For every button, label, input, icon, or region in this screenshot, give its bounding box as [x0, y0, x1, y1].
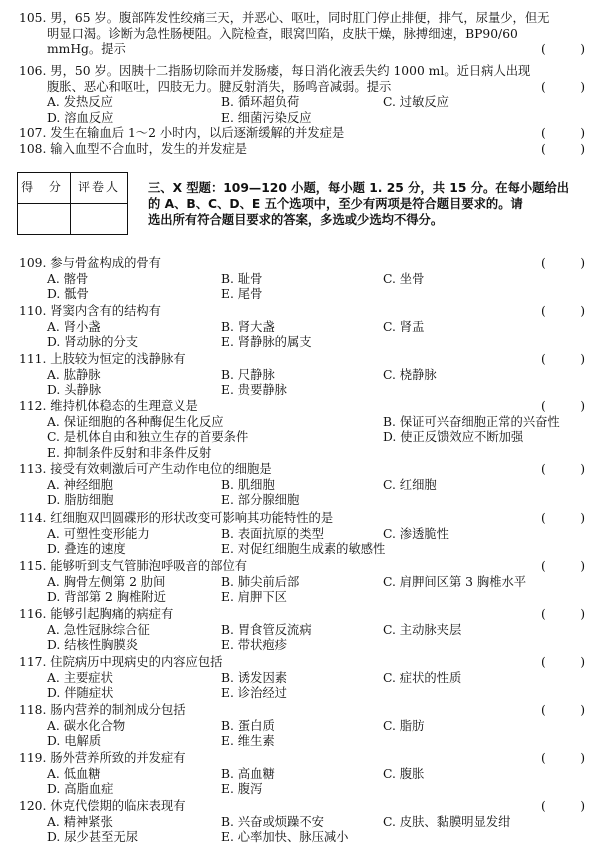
answer-option: C. 是机体自由和独立生存的首要条件 [47, 430, 249, 444]
option-row [19, 111, 585, 127]
answer-option: A. 保证细胞的各种酶促生化反应 [47, 414, 224, 429]
option-row [19, 335, 585, 351]
score-label: 得 分 [18, 173, 71, 204]
question-stem-line: 107. 发生在输血后 1～2 小时内，以后逐渐缓解的并发症是 [19, 126, 345, 140]
option-row [19, 446, 585, 462]
option-row [19, 815, 585, 831]
option-row [19, 767, 585, 783]
answer-option: E. 诊治经过 [221, 686, 287, 700]
answer-option: D. 头静脉 [47, 383, 102, 397]
question-stem: 111. 上肢较为恒定的浅静脉有 [19, 352, 186, 366]
option-row [19, 623, 585, 639]
question-112 [19, 399, 585, 461]
option-row [19, 493, 585, 509]
answer-paren: ( ) [541, 399, 585, 413]
answer-paren: ( ) [541, 511, 585, 525]
answer-option: A. 髂骨 [47, 271, 89, 286]
answer-option: B. 胃食管反流病 [221, 622, 312, 637]
question-116 [19, 607, 585, 654]
section-header-line: 的 A、B、C、D、E 五个选项中，至少有两项是符合题目要求的。请 [148, 197, 523, 211]
option-d: D. 溶血反应 [47, 110, 114, 125]
question-stem-line: 明显口渴。诊断为急性肠梗阻。入院检查，眼窝凹陷，皮肤干燥，脉搏细速，BP90/60 [47, 26, 518, 41]
question-stem: 119. 肠外营养所致的并发症有 [19, 751, 186, 765]
answer-option: E. 抑制条件反射和非条件反射 [47, 445, 212, 460]
question-stem-line: mmHg。提示 [47, 42, 126, 56]
answer-option: C. 肩胛间区第 3 胸椎水平 [383, 574, 527, 589]
option-row [19, 686, 585, 702]
question-stem: 113. 接受有效刺激后可产生动作电位的细胞是 [19, 462, 272, 476]
answer-option: D. 肾动脉的分支 [47, 335, 139, 349]
answer-paren: ( ) [541, 79, 585, 94]
answer-option: B. 兴奋或烦躁不安 [221, 814, 324, 829]
score-cell [18, 204, 71, 235]
answer-option: D. 电解质 [47, 734, 102, 748]
question-stem-line: 108. 输入血型不合血时，发生的并发症是 [19, 142, 248, 156]
answer-option: D. 尿少甚至无尿 [47, 830, 139, 844]
answer-paren: ( ) [541, 655, 585, 669]
question-108 [19, 142, 585, 158]
answer-option: E. 贵要静脉 [221, 383, 287, 397]
question-117 [19, 655, 585, 702]
answer-paren: ( ) [541, 304, 585, 318]
answer-option: B. 高血糖 [221, 766, 275, 781]
option-row [19, 782, 585, 798]
answer-option: E. 维生素 [221, 734, 275, 748]
answer-option: C. 腹胀 [383, 766, 425, 781]
option-row [19, 383, 585, 399]
question-109 [19, 256, 585, 303]
option-row [19, 272, 585, 288]
answer-option: C. 肾盂 [383, 319, 425, 334]
question-stem: 110. 肾窦内含有的结构有 [19, 304, 161, 318]
section-header [148, 180, 588, 228]
option-row [19, 415, 585, 431]
answer-option: D. 骶骨 [47, 287, 89, 301]
answer-option: A. 精神紧张 [47, 814, 113, 829]
answer-option: C. 脂肪 [383, 718, 425, 733]
option-e: E. 细菌污染反应 [221, 110, 312, 125]
answer-option: D. 背部第 2 胸椎附近 [47, 590, 166, 604]
answer-option: D. 使正反馈效应不断加强 [383, 430, 524, 444]
option-row [19, 638, 585, 654]
answer-option: A. 碳水化合物 [47, 718, 126, 733]
answer-paren: ( ) [541, 352, 585, 366]
question-118 [19, 703, 585, 750]
option-row [19, 478, 585, 494]
answer-option: B. 耻骨 [221, 271, 263, 286]
question-111 [19, 352, 585, 399]
question-stem-line: 腹胀、恶心和呕吐，四肢无力。腱反射消失，肠鸣音减弱。提示 [47, 79, 392, 94]
answer-paren: ( ) [541, 256, 585, 270]
answer-option: D. 高脂血症 [47, 782, 114, 796]
answer-option: A. 低血糖 [47, 766, 101, 781]
answer-option: A. 肾小盏 [47, 319, 101, 334]
question-107 [19, 126, 585, 142]
question-106 [19, 64, 585, 126]
answer-option: E. 心率加快、脉压减小 [221, 830, 349, 844]
answer-option: D. 叠连的速度 [47, 542, 126, 556]
section-header-line: 选出所有符合题目要求的答案，多选或少选均不得分。 [148, 213, 444, 227]
answer-option: E. 腹泻 [221, 782, 263, 796]
option-row [19, 830, 585, 846]
option-c: C. 过敏反应 [383, 95, 449, 109]
answer-option: B. 肾大盏 [221, 319, 275, 334]
answer-paren: ( ) [541, 703, 585, 717]
option-row [19, 430, 585, 446]
section-header-line: 三、X 型题：109—120 小题，每小题 1. 25 分，共 15 分。在每小题给出 [148, 181, 570, 195]
option-row [19, 719, 585, 735]
answer-paren: ( ) [541, 559, 585, 573]
grader-label: 评卷人 [71, 173, 128, 204]
answer-option: A. 急性冠脉综合征 [47, 622, 150, 637]
answer-option: B. 表面抗原的类型 [221, 526, 324, 541]
answer-paren: ( ) [541, 799, 585, 813]
answer-option: C. 桡静脉 [383, 367, 437, 382]
option-row [19, 734, 585, 750]
question-stem-line: 105. 男，65 岁。腹部阵发性绞痛三天，并恶心、呕吐，同时肛门停止排便，排气，尿量少，但无 [19, 11, 550, 25]
question-stem: 116. 能够引起胸痛的病症有 [19, 607, 174, 621]
answer-option: B. 保证可兴奋细胞正常的兴奋性 [383, 414, 560, 429]
answer-option: E. 对促红细胞生成素的敏感性 [221, 542, 386, 556]
answer-option: C. 主动脉夹层 [383, 622, 462, 637]
question-stem-line: 106. 男，50 岁。因胰十二指肠切除而并发肠瘘，每日消化液丢失约 1000 ml。近日病人出现 [19, 64, 531, 78]
score-box [17, 172, 128, 235]
answer-option: B. 诱发因素 [221, 670, 288, 685]
answer-option: C. 红细胞 [383, 477, 437, 492]
question-105 [19, 11, 585, 58]
option-row [19, 287, 585, 303]
grader-cell [71, 204, 128, 235]
answer-option: D. 伴随症状 [47, 686, 114, 700]
answer-option: D. 脂肪细胞 [47, 493, 114, 507]
answer-paren: ( ) [541, 42, 585, 56]
question-stem: 114. 红细胞双凹圆碟形的形状改变可影响其功能特性的是 [19, 511, 334, 525]
option-row [19, 368, 585, 384]
answer-option: A. 肱静脉 [47, 367, 101, 382]
answer-paren: ( ) [541, 142, 585, 156]
option-row [19, 95, 585, 111]
option-row [19, 575, 585, 591]
answer-option: A. 胸骨左侧第 2 肋间 [47, 574, 166, 589]
answer-paren: ( ) [541, 607, 585, 621]
question-stem: 115. 能够听到支气管肺泡呼吸音的部位有 [19, 559, 248, 573]
answer-paren: ( ) [541, 126, 585, 140]
option-row [19, 671, 585, 687]
question-110 [19, 304, 585, 351]
question-119 [19, 751, 585, 798]
option-b: B. 循环超负荷 [221, 95, 300, 109]
answer-option: B. 肌细胞 [221, 477, 275, 492]
answer-option: E. 带状疱疹 [221, 638, 287, 652]
question-114 [19, 511, 585, 558]
question-stem: 112. 维持机体稳态的生理意义是 [19, 399, 198, 413]
question-stem: 117. 住院病历中现病史的内容应包括 [19, 655, 223, 669]
option-row [19, 320, 585, 336]
option-row [19, 542, 585, 558]
answer-option: B. 尺静脉 [221, 367, 275, 382]
answer-option: C. 坐骨 [383, 271, 425, 286]
answer-option: C. 症状的性质 [383, 670, 462, 685]
answer-option: B. 蛋白质 [221, 718, 275, 733]
answer-option: C. 渗透脆性 [383, 526, 449, 541]
answer-option: E. 部分腺细胞 [221, 493, 300, 507]
answer-paren: ( ) [541, 751, 585, 765]
question-stem: 118. 肠内营养的制剂成分包括 [19, 703, 186, 717]
answer-option: A. 神经细胞 [47, 477, 113, 492]
question-stem: 109. 参与骨盆构成的骨有 [19, 256, 161, 270]
question-113 [19, 462, 585, 509]
question-115 [19, 559, 585, 606]
question-120 [19, 799, 585, 846]
question-stem: 120. 休克代偿期的临床表现有 [19, 799, 186, 813]
answer-option: E. 肾静脉的属支 [221, 335, 312, 349]
option-a: A. 发热反应 [47, 95, 113, 109]
answer-option: E. 尾骨 [221, 287, 263, 301]
option-row [19, 590, 585, 606]
answer-paren: ( ) [541, 462, 585, 476]
answer-option: D. 结核性胸膜炎 [47, 638, 139, 652]
answer-option: C. 皮肤、黏膜明显发绀 [383, 814, 511, 829]
answer-option: B. 肺尖前后部 [221, 574, 300, 589]
answer-option: A. 可塑性变形能力 [47, 526, 150, 541]
answer-option: E. 肩胛下区 [221, 590, 287, 604]
option-row [19, 527, 585, 543]
answer-option: A. 主要症状 [47, 670, 113, 685]
